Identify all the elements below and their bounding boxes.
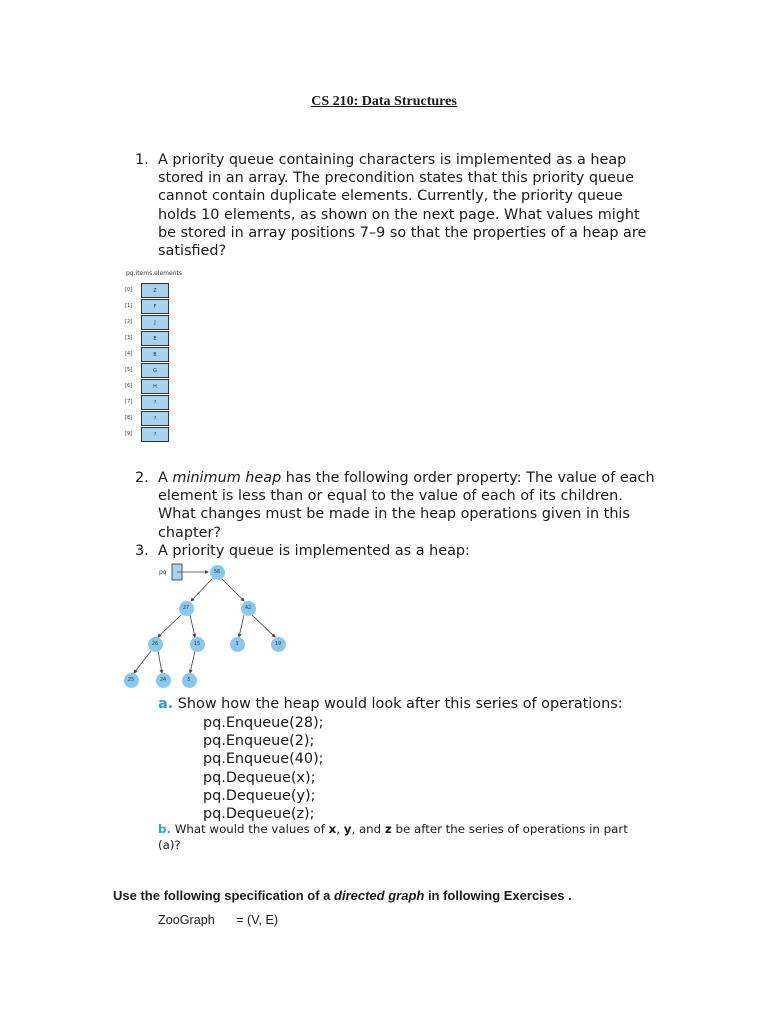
question-number: 3. (135, 543, 149, 559)
text-segment: Use the following specification of a (113, 888, 335, 903)
edge-27-15 (190, 615, 195, 637)
operation-line: pq.Enqueue(40); (203, 751, 324, 768)
array-cell: F (141, 299, 169, 314)
variable-z: z (384, 822, 392, 836)
array-cell: B (141, 347, 169, 362)
operation-line: pq.Dequeue(x); (203, 769, 316, 786)
part-a-text: Show how the heap would look after this series of operations: (177, 696, 623, 712)
array-cell: J (141, 315, 169, 330)
text-segment: , (336, 822, 344, 836)
emphasis-term: directed graph (334, 888, 425, 903)
part-b-label: b. (158, 822, 171, 836)
array-cell: ? (141, 411, 169, 426)
zoo-graph-line (158, 913, 278, 927)
part-b (158, 821, 638, 853)
part-a-label: a. (158, 696, 174, 712)
array-index: [5] (125, 367, 133, 373)
edge-27-26 (158, 615, 181, 637)
question-text: A priority queue is implemented as a heap: (158, 543, 470, 559)
pointer-label: pq (159, 569, 167, 576)
edge-26-25 (134, 651, 151, 673)
edge-42-3 (239, 615, 244, 637)
graph-definition: = (V, E) (236, 913, 279, 927)
page-title: CS 210: Data Structures (311, 94, 457, 109)
heap-node: 24 (156, 673, 171, 688)
edge-56-27 (191, 579, 212, 601)
heap-node: 26 (148, 637, 163, 652)
text-segment: , and (351, 822, 385, 836)
operation-line: pq.Dequeue(y); (203, 787, 316, 804)
question-text: A priority queue containing characters is implemented as a heap stored in an array. The precondition states that this priority queue cannot contain duplicate elements. Currently, the priority queue holds 10 elements, as shown on the next page. What values might be stored in array positions 7–9 so that the properties of a heap are satisfied? (158, 152, 647, 260)
operation-line: pq.Enqueue(28); (203, 715, 324, 731)
heap-node: 56 (210, 565, 225, 580)
array-index: [3] (125, 335, 133, 341)
heap-node: 42 (241, 601, 256, 616)
text-segment: in following Exercises . (424, 888, 572, 903)
heap-node: 25 (124, 673, 139, 688)
array-caption: pq.items.elements (126, 270, 182, 277)
part-a (158, 696, 623, 712)
text-segment: What would the values of (174, 822, 329, 836)
array-index: [7] (125, 399, 133, 405)
heap-node: 5 (182, 673, 197, 688)
array-index: [1] (125, 303, 133, 309)
spec-heading (113, 888, 572, 903)
array-index: [9] (125, 431, 133, 437)
graph-name: ZooGraph (158, 913, 215, 927)
edge-42-19 (252, 615, 275, 637)
array-cell: Z (141, 283, 169, 298)
array-index: [0] (125, 287, 133, 293)
heap-node: 15 (190, 637, 205, 652)
variable-x: x (328, 822, 337, 836)
operations-list (203, 714, 324, 823)
heap-node: 3 (230, 637, 245, 652)
edge-56-42 (222, 579, 244, 601)
operation-line: pq.Dequeue(z); (203, 806, 315, 823)
text-segment: A (158, 470, 173, 486)
text-segment: has the following order property: The value of each element is less than or equal to the value of each of its children. What changes must be made in the heap operations given in this chapter? (158, 470, 655, 541)
array-index: [8] (125, 415, 133, 421)
array-cell: ? (141, 395, 169, 410)
array-cell: H (141, 379, 169, 394)
heap-node: 27 (179, 601, 194, 616)
question-number: 1. (135, 152, 149, 168)
array-cell: ? (141, 427, 169, 442)
array-index: [4] (125, 351, 133, 357)
variable-y: y (343, 822, 352, 836)
array-index: [6] (125, 383, 133, 389)
array-cell: G (141, 363, 169, 378)
edge-26-24 (158, 651, 162, 673)
emphasis-term: minimum heap (172, 470, 282, 486)
text-segment: be after the series of operations in part (a)? (158, 822, 628, 852)
heap-node: 19 (271, 637, 286, 652)
question-number: 2. (135, 470, 149, 486)
array-cell: E (141, 331, 169, 346)
edge-15-5 (190, 651, 195, 673)
array-index: [2] (125, 319, 133, 325)
operation-line: pq.Enqueue(2); (203, 733, 315, 750)
